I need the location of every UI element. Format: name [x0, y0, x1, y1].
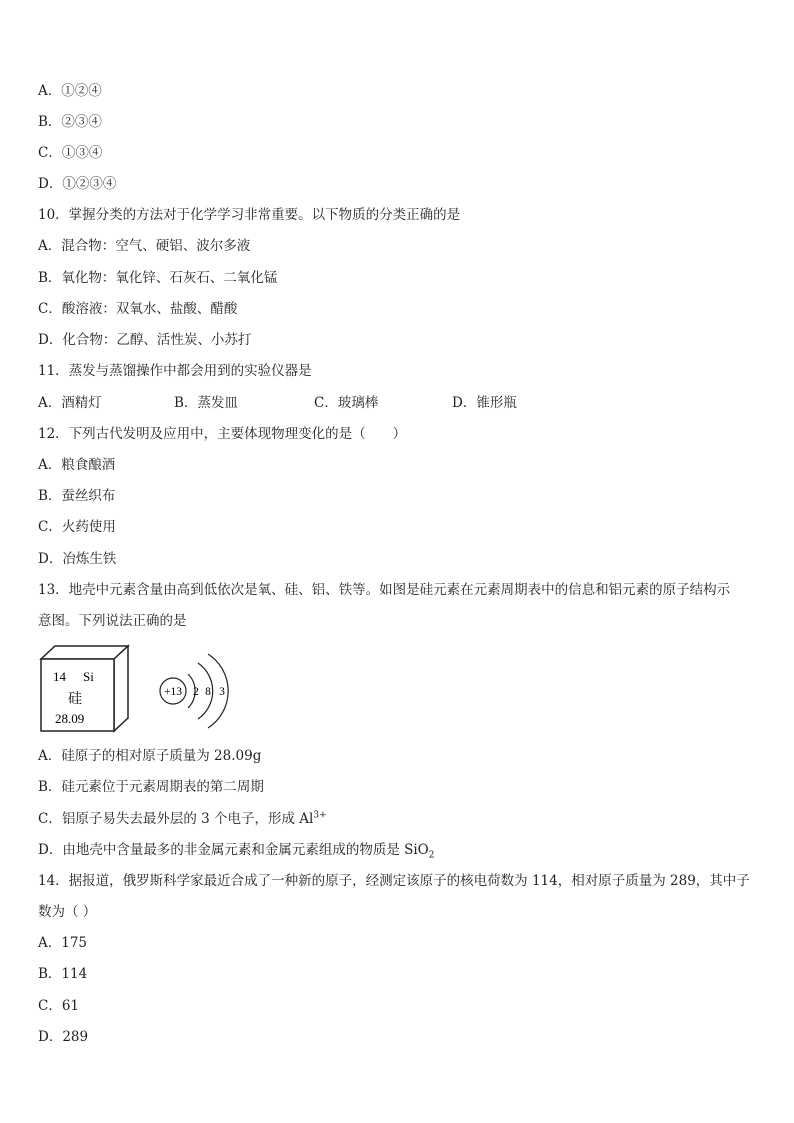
q10-option-d: D．化合物：乙醇、活性炭、小苏打: [38, 332, 252, 348]
element-atomic-mass: 28.09: [55, 711, 85, 726]
q12-option-d: D．冶炼生铁: [38, 551, 117, 567]
option-d: D．①②③④: [38, 176, 117, 192]
question-12-stem: 12．下列古代发明及应用中，主要体现物理变化的是（ ）: [38, 426, 407, 442]
option-b: B．②③④: [38, 114, 102, 130]
q11-option-d: D．锥形瓶: [452, 395, 517, 411]
q12-option-c: C．火药使用: [38, 519, 116, 535]
q12-option-a: A．粮食酿酒: [38, 457, 116, 473]
option-c: C．①③④: [38, 145, 103, 161]
q14-option-d: D．289: [38, 1029, 89, 1045]
electron-shell-3: [208, 654, 228, 728]
shell-1-electrons: 2: [193, 686, 199, 698]
q13-option-a: A．硅原子的相对原子质量为 28.09g: [38, 748, 262, 764]
q10-option-c: C．酸溶液：双氧水、盐酸、醋酸: [38, 301, 238, 317]
element-name: 硅: [68, 691, 82, 707]
q14-option-c: C．61: [38, 998, 80, 1014]
q11-option-a: A．酒精灯: [38, 395, 102, 411]
q13-option-c-charge: 3+: [313, 810, 327, 821]
q13-option-d-subscript: 2: [428, 850, 435, 861]
option-a: A．①②④: [38, 83, 102, 99]
element-symbol: Si: [83, 669, 94, 684]
q10-option-a: A．混合物：空气、硬铝、波尔多液: [38, 238, 251, 254]
q11-option-c: C．玻璃棒: [314, 395, 379, 411]
question-13-stem-line2: 意图。下列说法正确的是: [38, 613, 187, 629]
shell-2-electrons: 8: [205, 686, 211, 698]
q13-option-c: [38, 809, 327, 829]
q13-option-d-text: D．由地壳中含量最多的非金属元素和金属元素组成的物质是 SiO: [38, 842, 429, 858]
q11-option-b: B．蒸发皿: [174, 395, 238, 411]
shell-3-electrons: 3: [219, 686, 225, 698]
q14-option-a: A．175: [38, 935, 88, 951]
q13-option-d: [38, 840, 434, 860]
q13-figure: [38, 643, 230, 735]
question-11-stem: 11．蒸发与蒸馏操作中都会用到的实验仪器是: [38, 363, 312, 379]
q12-option-b: B．蚕丝织布: [38, 488, 116, 504]
q14-option-b: B．114: [38, 966, 88, 982]
q10-option-b: B．氧化物：氧化锌、石灰石、二氧化锰: [38, 270, 278, 286]
question-10-stem: 10．掌握分类的方法对于化学学习非常重要。以下物质的分类正确的是: [38, 207, 461, 223]
atom-structure-diagram: [160, 654, 228, 728]
q13-figure-svg: [38, 643, 230, 735]
question-13-stem-line1: 13．地壳中元素含量由高到低依次是氧、硅、铝、铁等。如图是硅元素在元素周期表中的信息和铝元素的原子结构示: [38, 582, 731, 598]
question-14-stem-line2: 数为（ ）: [38, 904, 97, 920]
q11-options-row: [38, 393, 738, 413]
q13-option-b: B．硅元素位于元素周期表的第二周期: [38, 779, 264, 795]
nucleus-charge: +13: [164, 686, 182, 698]
q13-option-c-text: C．铝原子易失去最外层的 3 个电子，形成 Al: [38, 811, 314, 827]
question-14-stem-line1: 14．据报道，俄罗斯科学家最近合成了一种新的原子，经测定该原子的核电荷数为 114，相对原子质量为 289，其中子: [38, 873, 750, 889]
element-atomic-number: 14: [53, 669, 66, 684]
